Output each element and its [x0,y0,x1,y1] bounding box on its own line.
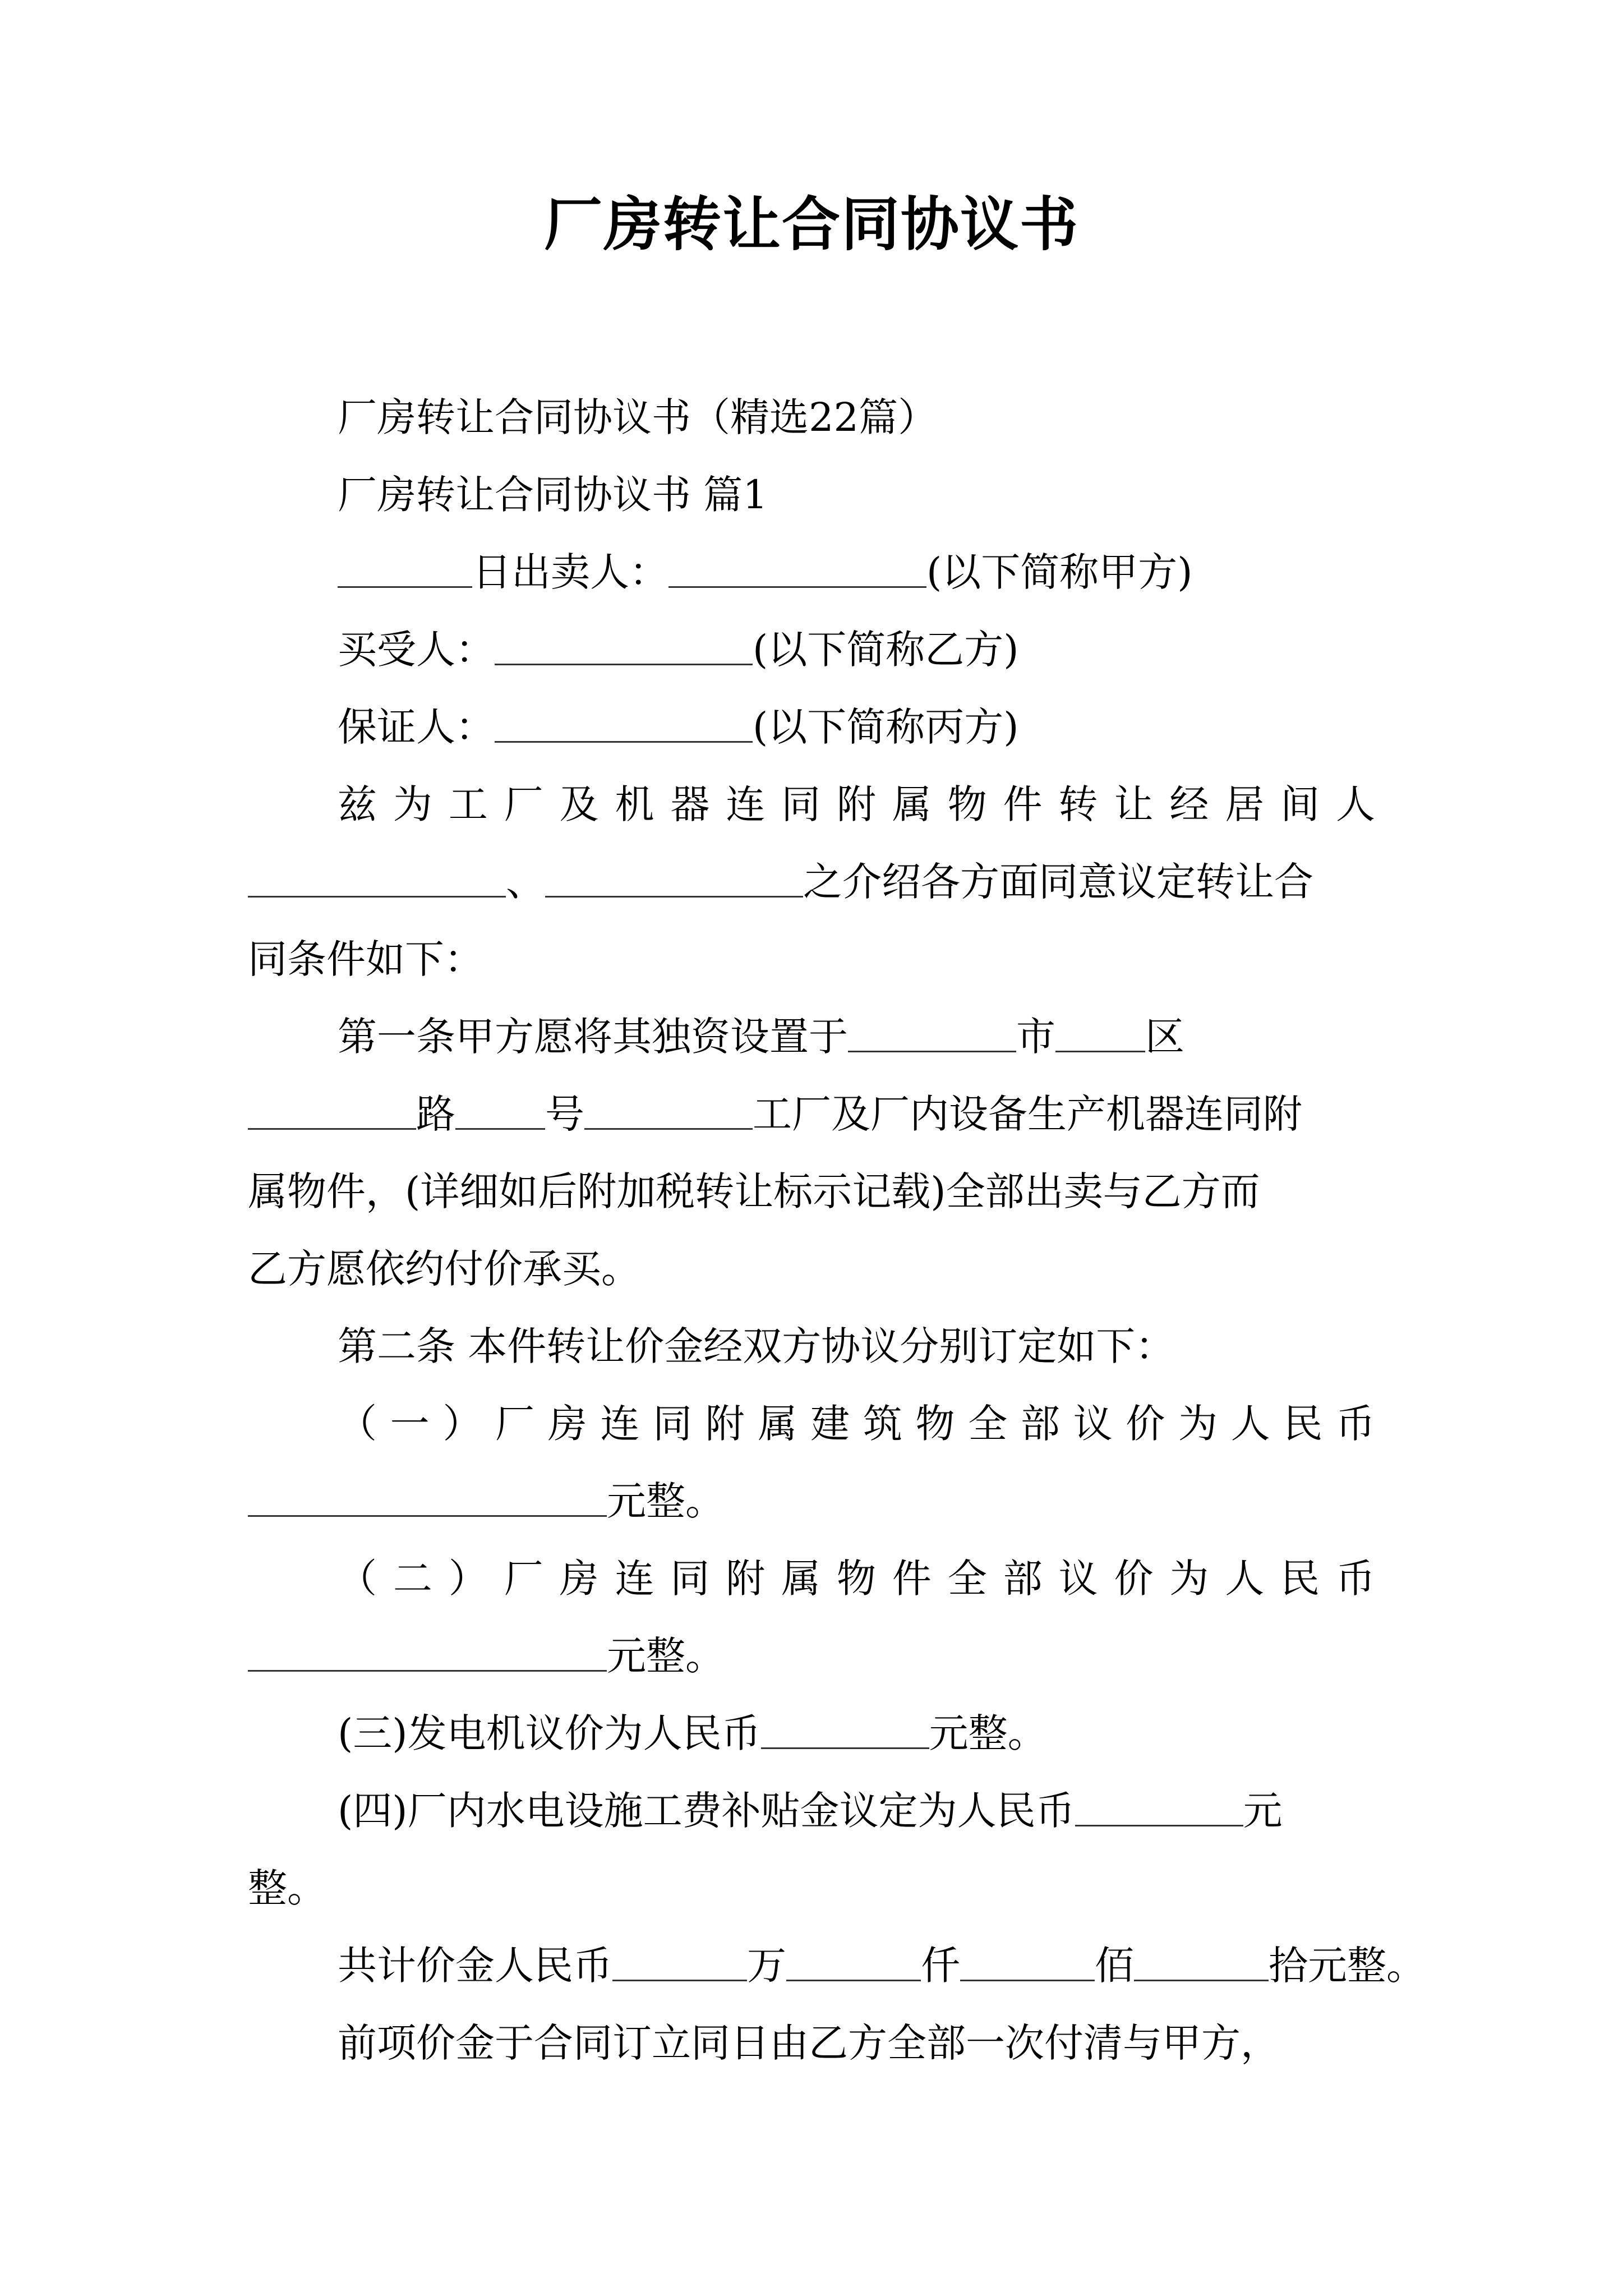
yuan-label: 元整。 [929,1710,1047,1756]
blank-field [612,1945,747,1981]
article2-item-3 [248,1695,1375,1772]
blank-field [1134,1945,1269,1981]
article1-line-3: 属物件，(详细如后附加税转让标示记载)全部出卖与乙方而 [248,1168,1260,1214]
blank-field [848,1016,1016,1052]
article2-item-2-amount [248,1617,1375,1695]
buyer-label: 买受人： [338,627,495,673]
guarantor-alias: (以下简称丙方) [753,704,1019,750]
total-qian: 仟 [921,1943,960,1989]
blank-field [668,551,926,588]
article1-district: 区 [1145,1014,1184,1060]
article2-item-2: （二）厂房连同附属物件全部议价为人民币 [338,1556,1375,1602]
article1-number: 号 [545,1091,584,1137]
article1-city: 市 [1016,1014,1055,1060]
document-title: 厂房转让合同协议书 [543,190,1079,259]
yuan-label: 元整。 [607,1633,725,1679]
blank-field [455,1093,545,1130]
guarantor-label: 保证人： [338,704,495,750]
buyer-alias: (以下简称乙方) [753,627,1019,673]
article1-line-2-text: 工厂及厂内设备生产机器连同附 [753,1091,1302,1137]
blank-field [786,1945,921,1981]
blank-field [584,1093,753,1130]
total-text: 共计价金人民币 [338,1943,612,1989]
blank-field [495,629,753,665]
blank-field [1055,1016,1145,1052]
article1-text: 第一条甲方愿将其独资设置于 [338,1014,848,1060]
article1-line-1 [248,998,1375,1075]
document-body [248,379,1426,2082]
section-heading: 厂房转让合同协议书 篇1 [338,472,768,518]
item3-text: (三)发电机议价为人民币 [338,1710,761,1756]
article2-total [248,1927,1426,2004]
article2-item-1: （一）厂房连同附属建筑物全部议价为人民币 [338,1401,1375,1447]
article2-payment: 前项价金于合同订立同日由乙方全部一次付清与甲方， [338,2020,1280,2066]
article2-item-1-amount [248,1462,1375,1540]
blank-field [1075,1790,1243,1826]
subtitle: 厂房转让合同协议书（精选22篇） [338,394,938,440]
article1-road: 路 [416,1091,455,1137]
blank-field [761,1713,929,1749]
yuan-label: 元整。 [607,1478,725,1524]
item4-yuan: 元 [1243,1788,1283,1834]
intro-line-1: 兹为工厂及机器连同附属物件转让经居间人 [338,781,1375,827]
article1-line-4: 乙方愿依约付价承买。 [248,1246,640,1292]
blank-field [248,861,506,898]
blank-field [495,706,753,743]
blank-field [248,1093,416,1130]
blank-field [545,861,803,898]
total-bai: 佰 [1095,1943,1134,1989]
seller-alias: (以下简称甲方) [926,549,1193,595]
blank-field [338,551,472,588]
item4-text: (四)厂内水电设施工费补贴金议定为人民币 [338,1788,1075,1834]
blank-field [248,1480,607,1517]
article2-item-4 [248,1772,1375,1849]
seller-line [248,533,1375,611]
intro-line-3: 同条件如下： [248,936,483,982]
buyer-line [248,611,1375,688]
seller-label: 日出卖人： [472,549,668,595]
intro-line-2-text: 之介绍各方面同意议定转让合 [803,859,1313,905]
total-wan: 万 [747,1943,786,1989]
intro-separator: 、 [506,859,545,905]
article2-heading: 第二条 本件转让价金经双方协议分别订定如下： [338,1323,1175,1369]
blank-field [960,1945,1095,1981]
blank-field [248,1635,607,1672]
total-shi: 拾元整。 [1269,1943,1426,1989]
article2-item-4-tail: 整。 [248,1865,326,1911]
intro-line-2 [248,843,1375,921]
article1-line-2 [248,1075,1375,1153]
guarantor-line [248,688,1375,766]
